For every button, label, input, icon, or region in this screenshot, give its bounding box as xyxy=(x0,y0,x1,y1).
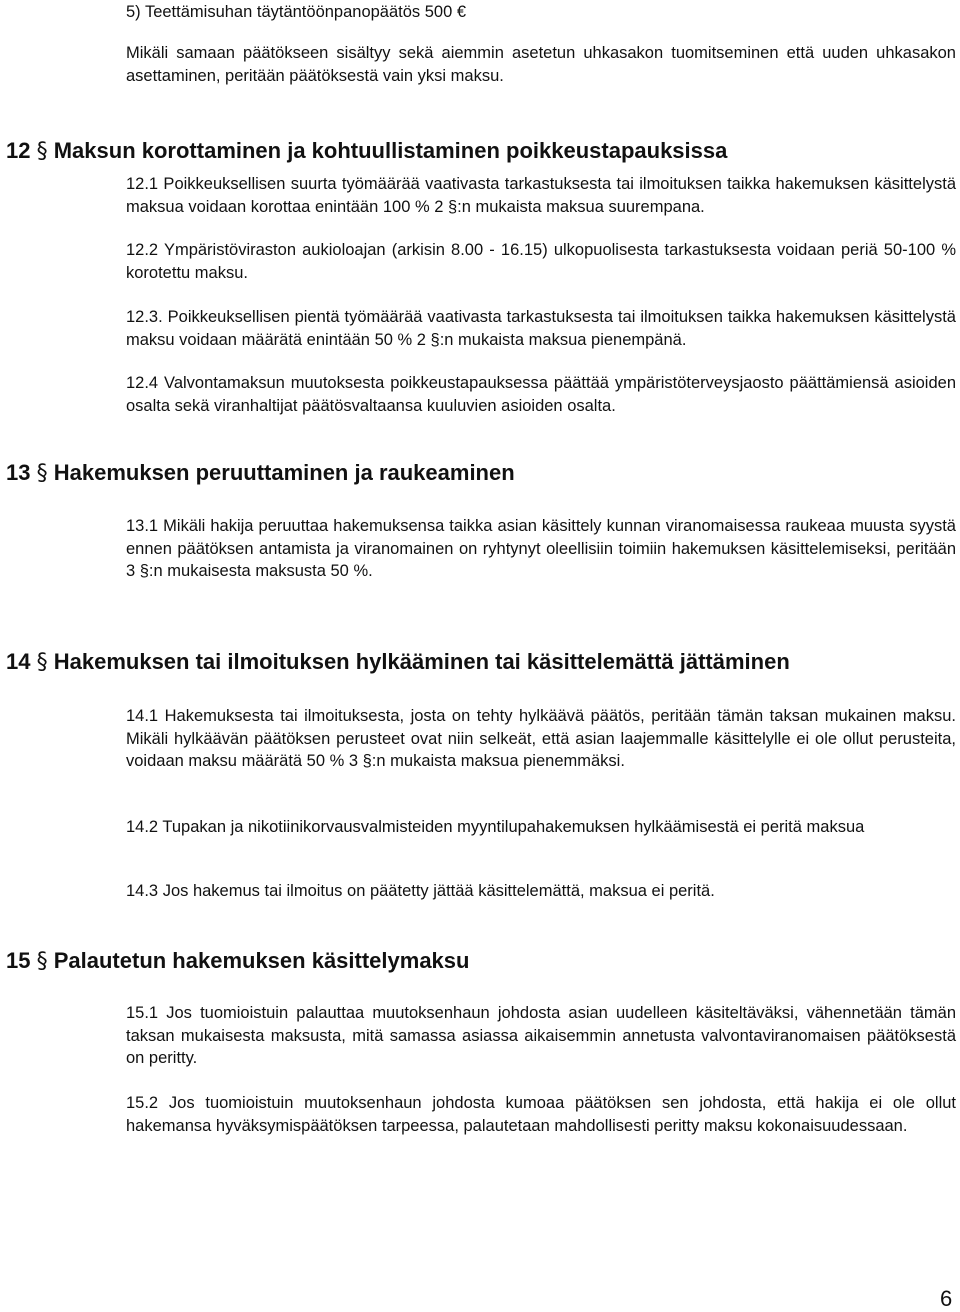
top-note: Mikäli samaan päätökseen sisältyy sekä aiemmin asetetun uhkasakon tuomitseminen että uuden uhkasakon asettaminen, peritään päätöksestä vain yksi maksu. xyxy=(126,44,956,85)
section-13-number: 13 xyxy=(6,460,31,485)
top-item: 5) Teettämisuhan täytäntöönpanopäätös 500 € xyxy=(126,3,467,21)
paragraph-12-2: 12.2 Ympäristöviraston aukioloajan (arkisin 8.00 - 16.15) ulkopuolisesta tarkastuksesta voidaan periä 50-100 % korotettu maksu. xyxy=(126,241,956,282)
section-14-number: 14 xyxy=(6,649,31,674)
section-13-heading xyxy=(6,459,515,488)
section-symbol: § xyxy=(36,650,48,675)
section-12-heading xyxy=(6,137,727,166)
section-12-number: 12 xyxy=(6,138,31,163)
section-15-number: 15 xyxy=(6,948,31,973)
paragraph-15-2: 15.2 Jos tuomioistuin muutoksenhaun johdosta kumoaa päätöksen sen johdosta, että hakija ei ole ollut hakemansa hyväksymispäätöksen tarpeessa, palautetaan mahdollisesti peritty maksu kokonaisuudessaan. xyxy=(126,1094,956,1135)
section-12-title: Maksun korottaminen ja kohtuullistaminen poikkeustapauksissa xyxy=(53,138,728,163)
paragraph-12-3: 12.3. Poikkeuksellisen pientä työmäärää vaativasta tarkastuksesta tai ilmoituksen taikka hakemuksen käsittelystä maksu voidaan määrätä enintään 50 % 2 §:n mukaista maksua pienempänä. xyxy=(126,308,956,349)
section-symbol: § xyxy=(36,949,48,974)
paragraph-14-2: 14.2 Tupakan ja nikotiinikorvausvalmisteiden myyntilupahakemuksen hylkäämisestä ei peritä maksua xyxy=(126,818,865,836)
section-15-heading xyxy=(6,947,469,976)
paragraph-14-3: 14.3 Jos hakemus tai ilmoitus on päätetty jättää käsittelemättä, maksua ei peritä. xyxy=(126,882,715,900)
section-symbol: § xyxy=(36,139,48,164)
section-15-title: Palautetun hakemuksen käsittelymaksu xyxy=(53,948,470,973)
paragraph-14-1: 14.1 Hakemuksesta tai ilmoituksesta, josta on tehty hylkäävä päätös, peritään tämän taksan mukainen maksu. Mikäli hylkäävän päätöksen perusteet ovat niin selkeät, että asian laajemmalle käsittelylle ei ole ollut perusteita, voidaan maksu määrätä 50 % 3 §:n mukaista maksua pienemmäksi. xyxy=(126,707,956,771)
section-14-heading xyxy=(6,648,790,677)
section-14-title: Hakemuksen tai ilmoituksen hylkääminen tai käsittelemättä jättäminen xyxy=(53,649,790,674)
paragraph-15-1: 15.1 Jos tuomioistuin palauttaa muutoksenhaun johdosta asian uudelleen käsiteltäväksi, vähennetään tämän taksan mukaisesta maksusta, mitä samassa asiassa aikaisemmin annetusta valvontaviranomaisen päätöksestä on peritty. xyxy=(126,1004,956,1068)
paragraph-12-4: 12.4 Valvontamaksun muutoksesta poikkeustapauksessa päättää ympäristöterveysjaosto päättämiensä asioiden osalta sekä viranhaltijat päätösvaltaansa kuuluvien asioiden osalta. xyxy=(126,374,956,415)
page-number: 6 xyxy=(940,1286,953,1311)
section-symbol: § xyxy=(36,461,48,486)
paragraph-12-1: 12.1 Poikkeuksellisen suurta työmäärää vaativasta tarkastuksesta tai ilmoituksen taikka hakemuksen käsittelystä maksua voidaan korottaa enintään 100 % 2 §:n mukaista maksua suurempana. xyxy=(126,175,956,216)
section-13-title: Hakemuksen peruuttaminen ja raukeaminen xyxy=(53,460,515,485)
paragraph-13-1: 13.1 Mikäli hakija peruuttaa hakemuksensa taikka asian käsittely kunnan viranomaisessa raukeaa muusta syystä ennen päätöksen antamista ja viranomainen on ryhtynyt oleellisiin toimiin hakemuksen käsittelemiseksi, peritään 3 §:n mukaisesta maksusta 50 %. xyxy=(126,517,956,581)
